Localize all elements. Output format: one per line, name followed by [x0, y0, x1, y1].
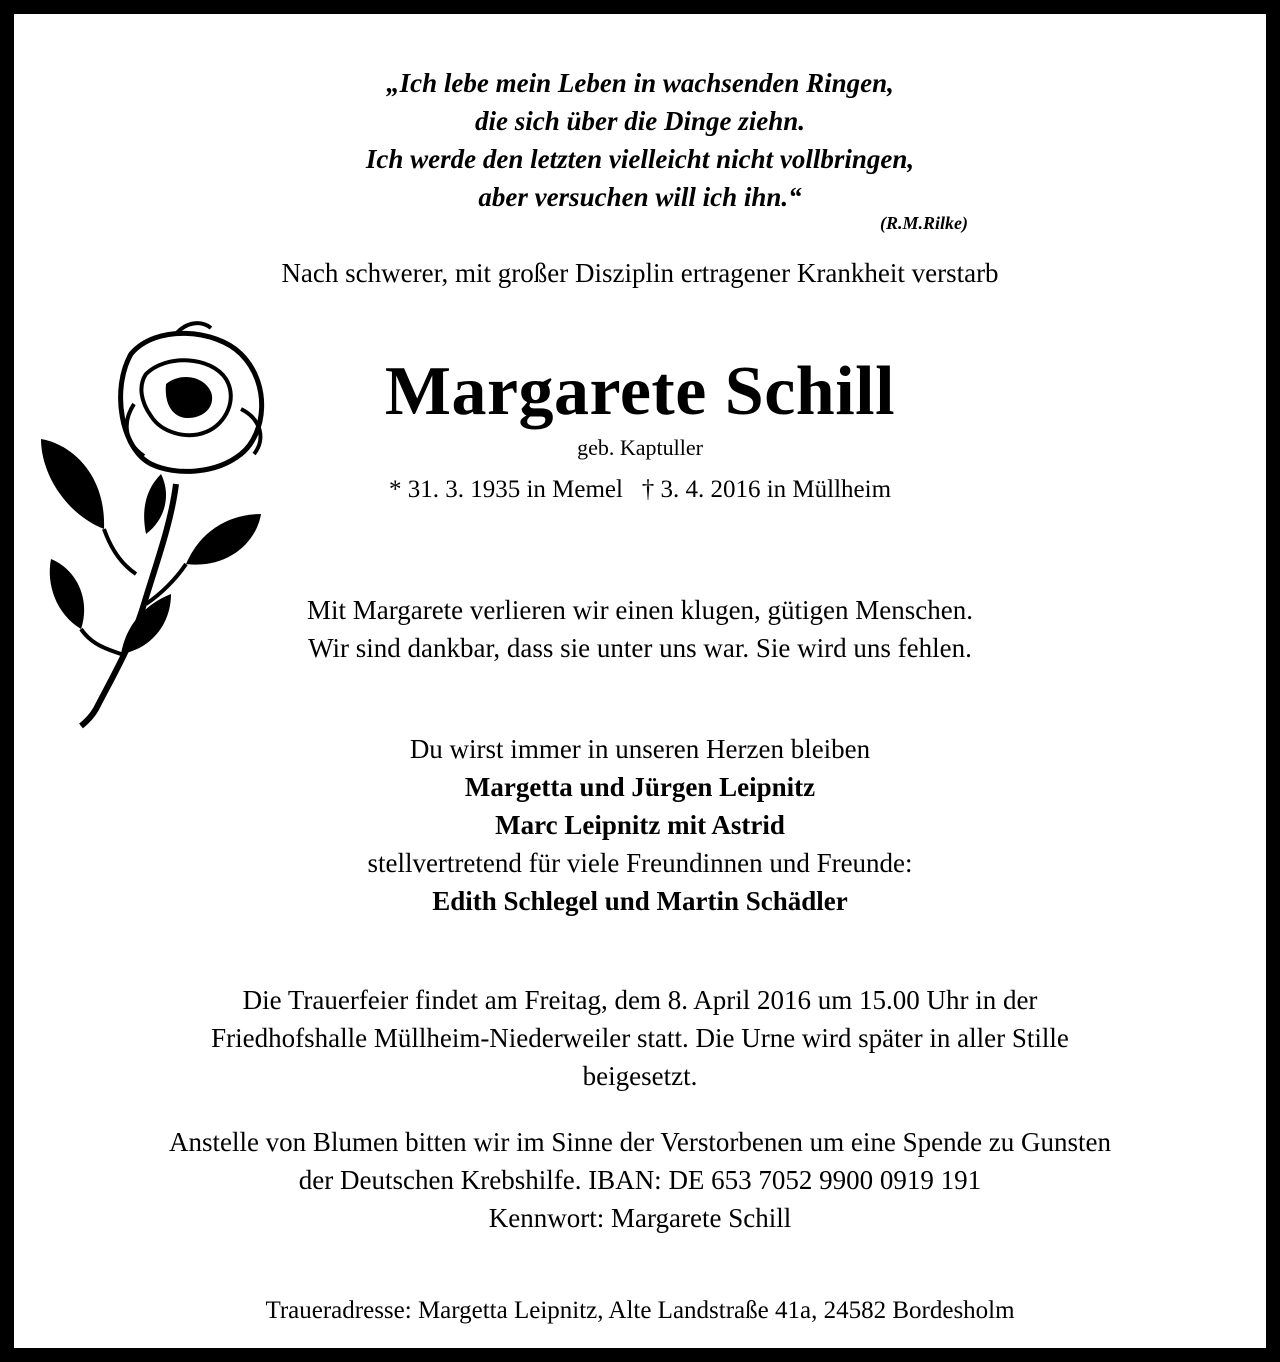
donation-line-1: Anstelle von Blumen bitten wir im Sinne der Verstorbenen um eine Spende zu Gunsten — [168, 1127, 1112, 1157]
donation-line-2: der Deutschen Krebshilfe. IBAN: DE 653 7052 9900 0919 191 — [298, 1165, 982, 1195]
death-date: † 3. 4. 2016 in Müllheim — [641, 476, 892, 503]
deceased-name: Margarete Schill — [384, 353, 896, 430]
intro-text: Nach schwerer, mit großer Disziplin ertragener Krankheit verstarb — [281, 258, 999, 288]
ceremony-line-1: Die Trauerfeier findet am Freitag, dem 8. April 2016 um 15.00 Uhr in der — [242, 985, 1038, 1015]
mourner-family-2: Marc Leipnitz mit Astrid — [495, 810, 785, 840]
tribute-line-2: Wir sind dankbar, dass sie unter uns war. Sie wird uns fehlen. — [308, 633, 972, 663]
maiden-name: geb. Kaptuller — [577, 435, 703, 460]
donation-line-3: Kennwort: Margarete Schill — [488, 1203, 792, 1233]
quote-line-2: die sich über die Dinge ziehn. — [474, 106, 805, 136]
mourner-family-1: Margetta und Jürgen Leipnitz — [464, 772, 816, 802]
mourners-intro: Du wirst immer in unseren Herzen bleiben — [409, 734, 871, 764]
friends-intro: stellvertretend für viele Freundinnen und Freunde: — [367, 848, 913, 878]
life-dates — [14, 474, 1266, 506]
birth-date: * 31. 3. 1935 in Memel — [388, 476, 623, 503]
quote-author: (R.M.Rilke) — [880, 213, 968, 233]
tribute-line-1: Mit Margarete verlieren wir einen klugen, gütigen Menschen. — [306, 595, 974, 625]
ceremony-line-2: Friedhofshalle Müllheim-Niederweiler statt. Die Urne wird später in aller Stille — [211, 1023, 1069, 1053]
mourning-address: Traueradresse: Margetta Leipnitz, Alte Landstraße 41a, 24582 Bordesholm — [265, 1297, 1015, 1324]
ceremony-line-3: beigesetzt. — [582, 1061, 698, 1091]
mourner-friends: Edith Schlegel und Martin Schädler — [432, 886, 848, 916]
quote-line-4: aber versuchen will ich ihn.“ — [478, 182, 802, 212]
quote-line-3: Ich werde den letzten vielleicht nicht vollbringen, — [365, 144, 915, 174]
quote-line-1: „Ich lebe mein Leben in wachsenden Ringen, — [386, 68, 894, 98]
